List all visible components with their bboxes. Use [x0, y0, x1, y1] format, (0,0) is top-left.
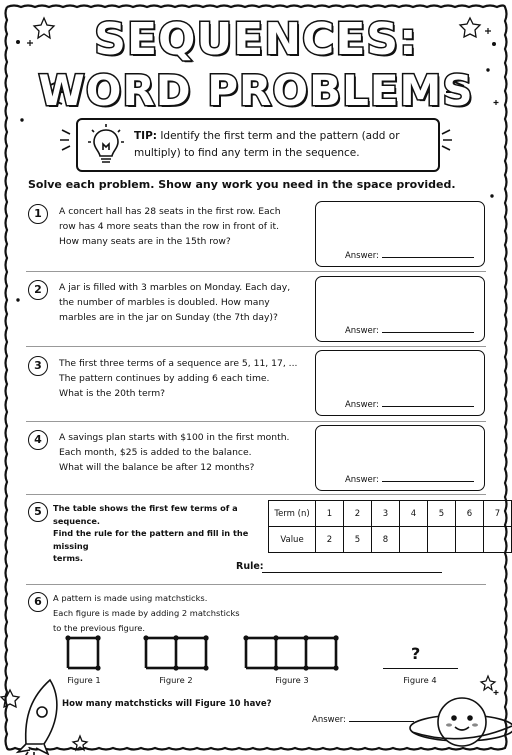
tip-label: TIP:	[134, 130, 157, 142]
table-cell: 4	[400, 501, 428, 527]
table-cell-blank[interactable]	[400, 527, 428, 553]
tip-text	[134, 128, 434, 162]
problem-line: What is the 20th term?	[59, 388, 166, 399]
table-cell: 2	[344, 501, 372, 527]
divider	[26, 346, 486, 347]
matchstick-figures	[60, 634, 360, 674]
table-header: Value	[269, 527, 316, 553]
problem-line: The table shows the first few terms of a sequence.	[53, 503, 238, 526]
problem-2-text	[59, 280, 307, 325]
problem-4-text	[59, 430, 307, 475]
problem-line: The first three terms of a sequence are 5, 11, 17, ...	[59, 358, 298, 369]
divider	[26, 271, 486, 272]
problem-number: 5	[28, 502, 48, 522]
problem-line: to the previous figure.	[53, 623, 146, 633]
problem-line: A concert hall has 28 seats in the first row. Each	[59, 206, 281, 217]
problem-number: 4	[28, 430, 48, 450]
problem-line: row has 4 more seats than the row in front of it.	[59, 221, 280, 232]
figure-label: Figure 4	[403, 675, 437, 685]
figure-4-line	[383, 668, 458, 669]
problem-number: 6	[28, 592, 48, 612]
table-cell: 1	[316, 501, 344, 527]
instructions: Solve each problem. Show any work you need in the space provided.	[28, 178, 456, 191]
answer-label: Answer:	[345, 251, 474, 261]
problem-line: How many seats are in the 15th row?	[59, 236, 231, 247]
answer-box-3[interactable]	[315, 350, 485, 416]
problem-3-text	[59, 356, 307, 401]
problem-line: The pattern continues by adding 6 each time.	[59, 373, 270, 384]
problem-line: A savings plan starts with $100 in the first month.	[59, 432, 290, 443]
problem-1-text	[59, 204, 307, 249]
table-cell-blank[interactable]	[428, 527, 456, 553]
problem-5-text	[53, 502, 268, 565]
sequence-table	[268, 500, 512, 553]
rocket-icon	[18, 680, 57, 755]
problem-6-text	[53, 591, 301, 636]
problem-line: Each month, $25 is added to the balance.	[59, 447, 252, 458]
page-title-line1: SEQUENCES:	[94, 14, 418, 65]
divider	[26, 494, 486, 495]
tip-body: Identify the first term and the pattern (add or multiply) to find any term in the sequence.	[134, 130, 400, 159]
table-row	[269, 527, 512, 553]
tip-box	[76, 118, 440, 172]
page-title-line2: WORD PROBLEMS	[38, 66, 474, 115]
table-cell-blank[interactable]	[456, 527, 484, 553]
rule-label: Rule:	[236, 561, 264, 572]
table-cell: 8	[372, 527, 400, 553]
problem-line: marbles are in the jar on Sunday (the 7th day)?	[59, 312, 278, 323]
problem-number: 3	[28, 356, 48, 376]
figure-label: Figure 1	[67, 675, 101, 685]
divider	[26, 421, 486, 422]
table-header: Term (n)	[269, 501, 316, 527]
table-cell-blank[interactable]	[484, 527, 512, 553]
table-cell: 7	[484, 501, 512, 527]
table-row	[269, 501, 512, 527]
problem-line: Find the rule for the pattern and fill in the missing	[53, 528, 249, 551]
table-cell: 5	[428, 501, 456, 527]
answer-label: Answer:	[312, 715, 347, 725]
problem-line: What will the balance be after 12 months?	[59, 462, 255, 473]
problem-line: the number of marbles is doubled. How many	[59, 297, 270, 308]
table-cell: 5	[344, 527, 372, 553]
problem-number: 1	[28, 204, 48, 224]
answer-box-4[interactable]	[315, 425, 485, 491]
figure-2-drawing	[143, 635, 208, 670]
problem-line: terms.	[53, 553, 84, 563]
divider	[26, 584, 486, 585]
lightbulb-icon	[86, 124, 126, 166]
answer-label: Answer:	[345, 400, 474, 410]
figure-label: Figure 2	[159, 675, 193, 685]
figure-1-drawing	[65, 635, 100, 670]
answer-box-2[interactable]	[315, 276, 485, 342]
problem-line: Each figure is made by adding 2 matchsticks	[53, 608, 240, 618]
problem-number: 2	[28, 280, 48, 300]
answer-final[interactable]	[312, 715, 414, 725]
figure-4-question-mark: ?	[411, 644, 421, 663]
answer-label: Answer:	[345, 326, 474, 336]
final-question: How many matchsticks will Figure 10 have?	[62, 699, 272, 709]
planet-icon	[410, 698, 512, 746]
answer-box-1[interactable]	[315, 201, 485, 267]
answer-label: Answer:	[345, 475, 474, 485]
table-cell: 2	[316, 527, 344, 553]
rule-answer-line[interactable]	[262, 572, 442, 573]
figure-3-drawing	[243, 635, 338, 670]
problem-line: A jar is filled with 3 marbles on Monday. Each day,	[59, 282, 291, 293]
problem-line: A pattern is made using matchsticks.	[53, 593, 208, 603]
table-cell: 3	[372, 501, 400, 527]
table-cell: 6	[456, 501, 484, 527]
figure-label: Figure 3	[275, 675, 309, 685]
